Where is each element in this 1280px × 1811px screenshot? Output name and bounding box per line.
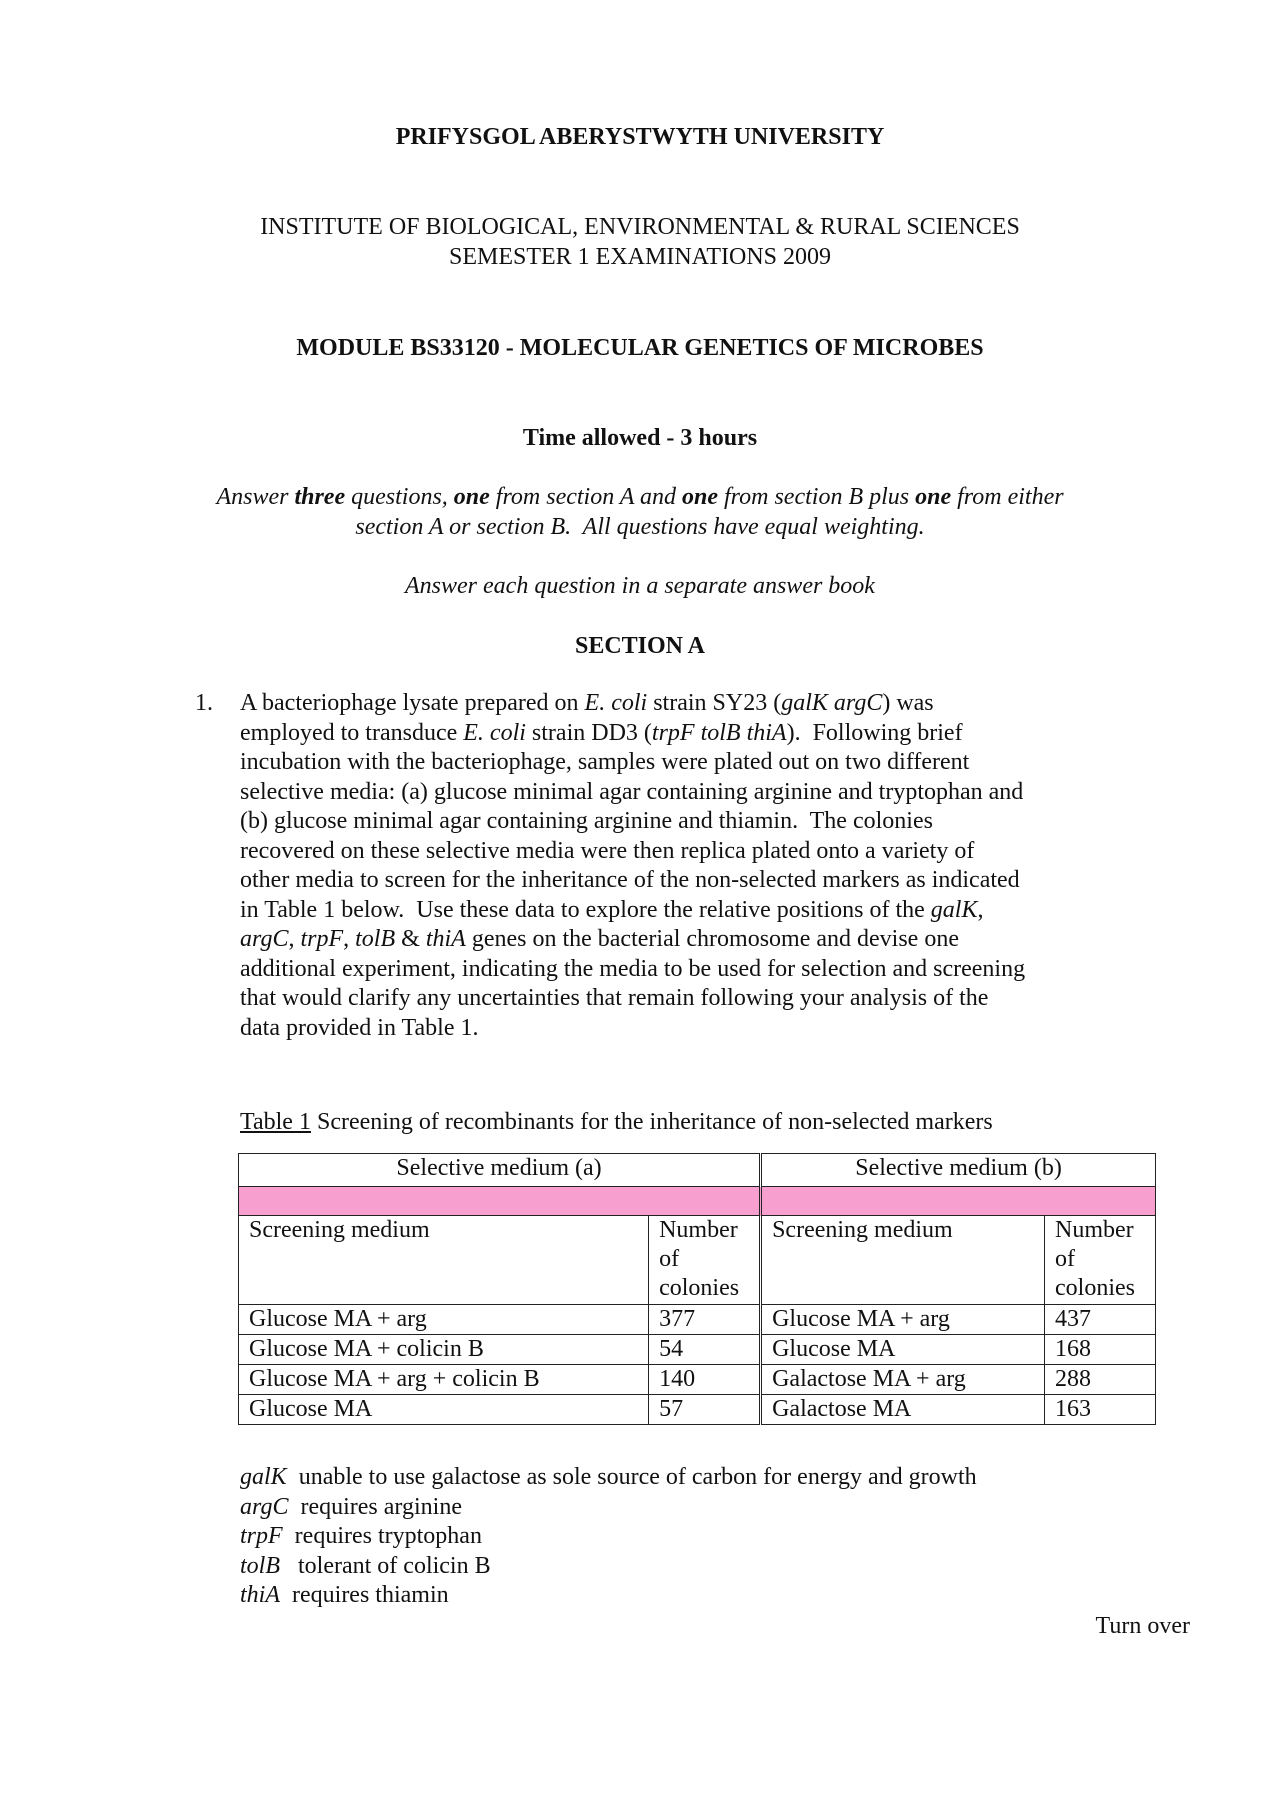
- table-caption: [240, 1107, 993, 1137]
- answer-instructions: Answer three questions, one from section A and one from section B plus one from either section A or section B. All questions have equal weighting.: [216, 484, 1064, 540]
- legend-item: [240, 1493, 977, 1523]
- institute-line: INSTITUTE OF BIOLOGICAL, ENVIRONMENTAL & RURAL SCIENCES: [260, 214, 1020, 240]
- a-count: 140: [649, 1365, 761, 1395]
- a-medium: Glucose MA + arg: [239, 1305, 649, 1335]
- legend-desc: requires arginine: [300, 1493, 462, 1520]
- header-medium-b: Selective medium (b): [761, 1154, 1156, 1187]
- b-medium: Glucose MA + arg: [761, 1305, 1045, 1335]
- col-screening-a: Screening medium: [239, 1216, 649, 1305]
- b-medium: Galactose MA + arg: [761, 1365, 1045, 1395]
- legend-gene: tolB: [240, 1552, 280, 1579]
- b-count: 437: [1045, 1305, 1156, 1335]
- legend-gene: galK: [240, 1464, 287, 1490]
- legend-item: [240, 1522, 977, 1552]
- legend-desc: unable to use galactose as sole source of carbon for energy and growth: [298, 1464, 977, 1490]
- module-title: MODULE BS33120 - MOLECULAR GENETICS OF MICROBES: [296, 335, 984, 361]
- recombinant-table: [238, 1153, 1156, 1425]
- col-number-a: Number of colonies: [649, 1216, 761, 1305]
- time-allowed: Time allowed - 3 hours: [522, 425, 758, 451]
- b-count: 288: [1045, 1365, 1156, 1395]
- legend-desc: requires tryptophan: [294, 1523, 482, 1549]
- question-number: 1.: [195, 690, 213, 716]
- col-number-b: Number of colonies: [1045, 1216, 1156, 1305]
- table-row: [239, 1395, 1156, 1425]
- semester-line: SEMESTER 1 EXAMINATIONS 2009: [448, 244, 831, 270]
- col-screening-b: Screening medium: [761, 1216, 1045, 1305]
- a-count: 377: [649, 1305, 761, 1335]
- b-medium: Galactose MA: [761, 1395, 1045, 1425]
- table-row: [239, 1335, 1156, 1365]
- pink-band-a: [239, 1187, 761, 1216]
- table-row: [239, 1365, 1156, 1395]
- legend-desc: tolerant of colicin B: [298, 1552, 491, 1579]
- table-caption-text: Screening of recombinants for the inheritance of non-selected markers: [310, 1109, 993, 1135]
- legend-gene: argC: [240, 1493, 289, 1520]
- a-count: 57: [649, 1395, 761, 1425]
- a-medium: Glucose MA: [239, 1395, 649, 1425]
- question-text: A bacteriophage lysate prepared on E. coli strain SY23 (galK argC) was employed to transduce E. coli strain DD3 (trpF tolB thiA). Following brief incubation with the bacteriophage, samples were plated out on two different selective media: (a) glucose minimal agar containing arginine and tryptophan and (b) glucose minimal agar containing arginine and thiamin. The colonies recovered on these selective media were then replica plated onto a variety of other media to screen for the inheritance of the non-selected markers as indicated in Table 1 below. Use these data to explore the relative positions of the galK, argC, trpF, tolB & thiA genes on the bacterial chromosome and devise one additional experiment, indicating the media to be used for selection and screening that would clarify any uncertainties that remain following your analysis of the data provided in Table 1.: [240, 690, 1026, 1041]
- pink-band-b: [761, 1187, 1156, 1216]
- turn-over: Turn over: [1095, 1613, 1190, 1639]
- legend-gene: thiA: [240, 1582, 280, 1608]
- a-medium: Glucose MA + arg + colicin B: [239, 1365, 649, 1395]
- a-medium: Glucose MA + colicin B: [239, 1335, 649, 1365]
- legend-item: [240, 1552, 977, 1582]
- table-row: [239, 1305, 1156, 1335]
- legend-item: [240, 1463, 977, 1493]
- legend-gene: trpF: [240, 1523, 283, 1549]
- legend-item: [240, 1581, 977, 1611]
- section-title: SECTION A: [574, 633, 706, 659]
- b-count: 163: [1045, 1395, 1156, 1425]
- legend-desc: requires thiamin: [292, 1582, 449, 1608]
- university-title: PRIFYSGOL ABERYSTWYTH UNIVERSITY: [395, 124, 885, 150]
- b-medium: Glucose MA: [761, 1335, 1045, 1365]
- gene-legend: [240, 1463, 977, 1611]
- b-count: 168: [1045, 1335, 1156, 1365]
- table-caption-label: Table 1: [240, 1109, 311, 1135]
- answer-book-instruction: Answer each question in a separate answer book: [405, 573, 875, 599]
- a-count: 54: [649, 1335, 761, 1365]
- header-medium-a: Selective medium (a): [239, 1154, 761, 1187]
